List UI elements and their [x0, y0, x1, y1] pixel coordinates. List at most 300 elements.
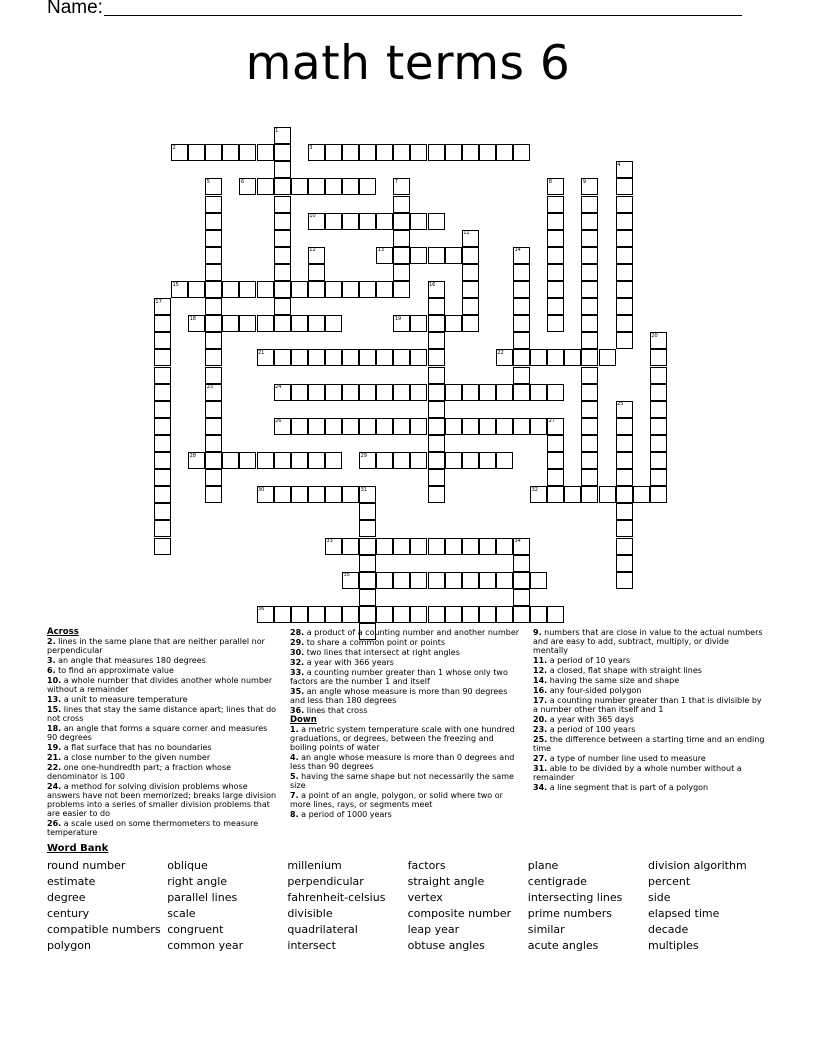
- grid-cell[interactable]: [393, 572, 410, 589]
- grid-cell[interactable]: [650, 418, 667, 435]
- grid-cell[interactable]: [428, 469, 445, 486]
- grid-cell[interactable]: [581, 298, 598, 315]
- grid-cell[interactable]: [274, 161, 291, 178]
- grid-cell[interactable]: [393, 247, 410, 264]
- grid-cell[interactable]: [513, 298, 530, 315]
- grid-cell[interactable]: [428, 435, 445, 452]
- grid-cell[interactable]: [154, 538, 171, 555]
- grid-cell[interactable]: [445, 452, 462, 469]
- grid-cell[interactable]: [410, 572, 427, 589]
- grid-cell[interactable]: [462, 538, 479, 555]
- grid-cell[interactable]: [547, 230, 564, 247]
- grid-cell[interactable]: [616, 213, 633, 230]
- grid-cell[interactable]: [462, 572, 479, 589]
- grid-cell[interactable]: [359, 384, 376, 401]
- grid-cell[interactable]: [410, 213, 427, 230]
- grid-cell[interactable]: [616, 520, 633, 537]
- grid-cell[interactable]: [650, 401, 667, 418]
- grid-cell[interactable]: [376, 213, 393, 230]
- grid-cell[interactable]: [581, 349, 598, 366]
- grid-cell[interactable]: [188, 144, 205, 161]
- grid-cell[interactable]: [393, 349, 410, 366]
- grid-cell[interactable]: [547, 606, 564, 623]
- grid-cell[interactable]: [445, 418, 462, 435]
- grid-cell[interactable]: [359, 606, 376, 623]
- grid-cell[interactable]: [274, 606, 291, 623]
- grid-cell[interactable]: [359, 589, 376, 606]
- grid-cell[interactable]: [616, 332, 633, 349]
- grid-cell[interactable]: [274, 452, 291, 469]
- grid-cell[interactable]: [581, 315, 598, 332]
- grid-cell[interactable]: [154, 520, 171, 537]
- grid-cell[interactable]: [410, 452, 427, 469]
- grid-cell[interactable]: [342, 538, 359, 555]
- grid-cell[interactable]: [342, 384, 359, 401]
- grid-cell[interactable]: [496, 418, 513, 435]
- grid-cell[interactable]: [274, 486, 291, 503]
- grid-cell[interactable]: [359, 538, 376, 555]
- grid-cell[interactable]: [291, 418, 308, 435]
- grid-cell[interactable]: [308, 606, 325, 623]
- grid-cell[interactable]: [547, 298, 564, 315]
- grid-cell[interactable]: [581, 418, 598, 435]
- grid-cell[interactable]: [428, 332, 445, 349]
- grid-cell[interactable]: [650, 452, 667, 469]
- grid-cell[interactable]: [393, 264, 410, 281]
- grid-cell[interactable]: [308, 452, 325, 469]
- grid-cell[interactable]: [581, 332, 598, 349]
- grid-cell[interactable]: [257, 452, 274, 469]
- grid-cell[interactable]: [513, 384, 530, 401]
- grid-cell[interactable]: [428, 418, 445, 435]
- grid-cell[interactable]: [496, 538, 513, 555]
- grid-cell[interactable]: [496, 606, 513, 623]
- grid-cell[interactable]: [616, 486, 633, 503]
- grid-cell[interactable]: [462, 384, 479, 401]
- grid-cell[interactable]: [205, 452, 222, 469]
- grid-cell[interactable]: [513, 418, 530, 435]
- grid-cell[interactable]: [308, 384, 325, 401]
- grid-cell[interactable]: [513, 606, 530, 623]
- grid-cell[interactable]: [513, 264, 530, 281]
- grid-cell[interactable]: [274, 178, 291, 195]
- grid-cell[interactable]: [445, 247, 462, 264]
- grid-cell[interactable]: [513, 349, 530, 366]
- clue-number: 33: [326, 538, 333, 544]
- grid-cell[interactable]: [633, 486, 650, 503]
- grid-cell[interactable]: [325, 418, 342, 435]
- grid-cell[interactable]: [462, 298, 479, 315]
- grid-cell[interactable]: [205, 349, 222, 366]
- grid-cell[interactable]: [650, 367, 667, 384]
- grid-cell[interactable]: [274, 247, 291, 264]
- grid-cell[interactable]: [513, 315, 530, 332]
- grid-cell[interactable]: [205, 264, 222, 281]
- grid-cell[interactable]: [205, 230, 222, 247]
- grid-cell[interactable]: [222, 144, 239, 161]
- grid-cell[interactable]: [650, 435, 667, 452]
- grid-cell[interactable]: [393, 281, 410, 298]
- grid-cell[interactable]: [479, 384, 496, 401]
- grid-cell[interactable]: [205, 418, 222, 435]
- grid-cell[interactable]: [342, 606, 359, 623]
- grid-cell[interactable]: [154, 384, 171, 401]
- grid-cell[interactable]: [616, 435, 633, 452]
- grid-cell[interactable]: [462, 144, 479, 161]
- grid-cell[interactable]: [530, 384, 547, 401]
- grid-cell[interactable]: [513, 555, 530, 572]
- grid-cell[interactable]: [325, 315, 342, 332]
- grid-cell[interactable]: [616, 264, 633, 281]
- grid-cell[interactable]: [428, 572, 445, 589]
- grid-cell[interactable]: [376, 349, 393, 366]
- grid-cell[interactable]: [342, 486, 359, 503]
- grid-cell[interactable]: [616, 281, 633, 298]
- grid-cell[interactable]: [325, 606, 342, 623]
- clue-number: 19: [394, 315, 402, 322]
- grid-cell[interactable]: [205, 298, 222, 315]
- grid-cell[interactable]: [291, 178, 308, 195]
- grid-cell[interactable]: [428, 538, 445, 555]
- grid-cell[interactable]: [393, 230, 410, 247]
- grid-cell[interactable]: [581, 230, 598, 247]
- grid-cell[interactable]: [342, 213, 359, 230]
- grid-cell[interactable]: [616, 469, 633, 486]
- grid-cell[interactable]: [154, 332, 171, 349]
- clue-number-label: 1.: [290, 725, 299, 734]
- grid-cell[interactable]: [599, 486, 616, 503]
- grid-cell[interactable]: [581, 469, 598, 486]
- grid-cell[interactable]: [393, 538, 410, 555]
- grid-cell[interactable]: [325, 452, 342, 469]
- grid-cell[interactable]: [205, 435, 222, 452]
- grid-cell[interactable]: [410, 315, 427, 332]
- grid-cell[interactable]: [154, 435, 171, 452]
- grid-cell[interactable]: [616, 503, 633, 520]
- grid-cell[interactable]: [205, 486, 222, 503]
- grid-cell[interactable]: [616, 196, 633, 213]
- grid-cell[interactable]: [462, 281, 479, 298]
- grid-cell[interactable]: [393, 384, 410, 401]
- grid-cell[interactable]: [359, 555, 376, 572]
- grid-cell[interactable]: [359, 418, 376, 435]
- grid-cell[interactable]: [342, 144, 359, 161]
- grid-cell[interactable]: [359, 520, 376, 537]
- grid-cell[interactable]: [445, 538, 462, 555]
- grid-cell[interactable]: [462, 452, 479, 469]
- grid-cell[interactable]: [564, 486, 581, 503]
- grid-cell[interactable]: [496, 384, 513, 401]
- grid-cell[interactable]: [154, 367, 171, 384]
- grid-cell[interactable]: [462, 315, 479, 332]
- grid-cell[interactable]: [616, 247, 633, 264]
- grid-cell[interactable]: [308, 349, 325, 366]
- grid-cell[interactable]: [547, 264, 564, 281]
- grid-cell[interactable]: [496, 452, 513, 469]
- grid-cell[interactable]: [274, 144, 291, 161]
- grid-cell[interactable]: [154, 469, 171, 486]
- grid-cell[interactable]: [205, 281, 222, 298]
- grid-cell[interactable]: [496, 572, 513, 589]
- grid-cell[interactable]: [308, 486, 325, 503]
- grid-cell[interactable]: [530, 606, 547, 623]
- grid-cell[interactable]: [428, 367, 445, 384]
- grid-cell[interactable]: [530, 572, 547, 589]
- grid-cell[interactable]: [291, 315, 308, 332]
- clue-item: [533, 676, 765, 685]
- grid-cell[interactable]: [479, 606, 496, 623]
- grid-cell[interactable]: [445, 315, 462, 332]
- grid-cell[interactable]: [308, 178, 325, 195]
- grid-cell[interactable]: [205, 367, 222, 384]
- grid-cell[interactable]: [308, 281, 325, 298]
- grid-cell[interactable]: [479, 452, 496, 469]
- grid-cell[interactable]: [308, 264, 325, 281]
- grid-cell[interactable]: [376, 538, 393, 555]
- grid-cell[interactable]: [257, 315, 274, 332]
- grid-cell[interactable]: [547, 247, 564, 264]
- grid-cell[interactable]: [428, 213, 445, 230]
- grid-cell[interactable]: [205, 196, 222, 213]
- grid-cell[interactable]: [393, 144, 410, 161]
- grid-cell[interactable]: [462, 606, 479, 623]
- grid-cell[interactable]: [581, 367, 598, 384]
- grid-cell[interactable]: [359, 349, 376, 366]
- grid-cell[interactable]: [410, 606, 427, 623]
- grid-cell[interactable]: [410, 538, 427, 555]
- grid-cell[interactable]: [325, 213, 342, 230]
- grid-cell[interactable]: [581, 281, 598, 298]
- grid-cell[interactable]: [274, 213, 291, 230]
- grid-cell[interactable]: [581, 247, 598, 264]
- grid-cell[interactable]: [513, 332, 530, 349]
- grid-cell[interactable]: [376, 144, 393, 161]
- grid-cell[interactable]: [205, 144, 222, 161]
- grid-cell[interactable]: [239, 281, 256, 298]
- grid-cell[interactable]: [325, 486, 342, 503]
- grid-cell[interactable]: [547, 213, 564, 230]
- grid-cell[interactable]: [445, 384, 462, 401]
- grid-cell[interactable]: [376, 418, 393, 435]
- grid-cell[interactable]: [616, 315, 633, 332]
- grid-cell[interactable]: [154, 503, 171, 520]
- grid-cell[interactable]: [274, 315, 291, 332]
- grid-cell[interactable]: [205, 332, 222, 349]
- grid-cell[interactable]: [616, 572, 633, 589]
- grid-cell[interactable]: [291, 384, 308, 401]
- grid-cell[interactable]: [547, 315, 564, 332]
- grid-cell[interactable]: [274, 230, 291, 247]
- grid-cell[interactable]: [650, 349, 667, 366]
- grid-cell[interactable]: [359, 213, 376, 230]
- grid-cell[interactable]: [650, 469, 667, 486]
- grid-cell[interactable]: [205, 469, 222, 486]
- grid-cell[interactable]: [393, 213, 410, 230]
- grid-cell[interactable]: [359, 178, 376, 195]
- clue-number: 21: [258, 349, 265, 356]
- grid-cell[interactable]: [445, 606, 462, 623]
- grid-cell[interactable]: [291, 486, 308, 503]
- grid-cell[interactable]: [428, 349, 445, 366]
- grid-cell[interactable]: [479, 538, 496, 555]
- grid-cell[interactable]: [239, 144, 256, 161]
- grid-cell[interactable]: [359, 281, 376, 298]
- grid-cell[interactable]: [564, 349, 581, 366]
- grid-cell[interactable]: [342, 349, 359, 366]
- grid-cell[interactable]: [291, 606, 308, 623]
- grid-cell[interactable]: [274, 349, 291, 366]
- grid-cell[interactable]: [393, 196, 410, 213]
- grid-cell[interactable]: [325, 281, 342, 298]
- grid-cell[interactable]: [376, 572, 393, 589]
- grid-cell[interactable]: [359, 503, 376, 520]
- grid-cell[interactable]: [616, 555, 633, 572]
- grid-cell[interactable]: [274, 281, 291, 298]
- grid-cell[interactable]: [445, 572, 462, 589]
- grid-cell[interactable]: [410, 144, 427, 161]
- grid-cell[interactable]: [154, 401, 171, 418]
- grid-cell[interactable]: [616, 298, 633, 315]
- grid-cell[interactable]: [547, 486, 564, 503]
- grid-cell[interactable]: [428, 247, 445, 264]
- grid-cell[interactable]: [650, 486, 667, 503]
- grid-cell[interactable]: [581, 196, 598, 213]
- grid-cell[interactable]: [325, 178, 342, 195]
- grid-cell[interactable]: [393, 452, 410, 469]
- grid-cell[interactable]: [274, 196, 291, 213]
- grid-cell[interactable]: [376, 384, 393, 401]
- grid-cell[interactable]: [581, 435, 598, 452]
- grid-cell[interactable]: [154, 452, 171, 469]
- grid-cell[interactable]: [428, 452, 445, 469]
- grid-cell[interactable]: [410, 349, 427, 366]
- grid-cell[interactable]: [205, 213, 222, 230]
- grid-cell[interactable]: [479, 144, 496, 161]
- grid-cell[interactable]: [581, 452, 598, 469]
- grid-cell[interactable]: [462, 247, 479, 264]
- grid-cell[interactable]: [547, 435, 564, 452]
- clue-item: [47, 724, 279, 742]
- grid-cell[interactable]: [342, 281, 359, 298]
- grid-cell[interactable]: [462, 418, 479, 435]
- grid-cell[interactable]: [547, 384, 564, 401]
- grid-cell[interactable]: [581, 264, 598, 281]
- grid-cell[interactable]: [376, 452, 393, 469]
- grid-cell[interactable]: [291, 349, 308, 366]
- grid-cell[interactable]: [581, 213, 598, 230]
- grid-cell[interactable]: [530, 418, 547, 435]
- clue-number: 4: [617, 161, 621, 168]
- grid-cell[interactable]: [342, 418, 359, 435]
- grid-cell[interactable]: [616, 230, 633, 247]
- grid-cell[interactable]: [513, 367, 530, 384]
- grid-cell[interactable]: [410, 384, 427, 401]
- grid-cell[interactable]: [359, 572, 376, 589]
- grid-cell[interactable]: [616, 538, 633, 555]
- grid-cell[interactable]: [308, 418, 325, 435]
- grid-cell[interactable]: [462, 264, 479, 281]
- grid-cell[interactable]: [581, 401, 598, 418]
- grid-cell[interactable]: [222, 281, 239, 298]
- grid-cell[interactable]: [547, 469, 564, 486]
- grid-cell[interactable]: [154, 486, 171, 503]
- grid-cell[interactable]: [325, 349, 342, 366]
- grid-cell[interactable]: [513, 589, 530, 606]
- grid-cell[interactable]: [616, 418, 633, 435]
- grid-cell[interactable]: [496, 144, 513, 161]
- grid-cell[interactable]: [410, 418, 427, 435]
- grid-cell[interactable]: [291, 452, 308, 469]
- grid-cell[interactable]: [154, 315, 171, 332]
- grid-cell[interactable]: [479, 418, 496, 435]
- grid-cell[interactable]: [308, 315, 325, 332]
- grid-cell[interactable]: [359, 144, 376, 161]
- grid-cell[interactable]: [513, 572, 530, 589]
- grid-cell[interactable]: [257, 178, 274, 195]
- grid-cell[interactable]: [393, 606, 410, 623]
- grid-cell[interactable]: [581, 486, 598, 503]
- grid-cell[interactable]: [547, 349, 564, 366]
- grid-cell[interactable]: [445, 144, 462, 161]
- grid-cell[interactable]: [239, 315, 256, 332]
- grid-cell[interactable]: [547, 196, 564, 213]
- grid-cell[interactable]: [428, 486, 445, 503]
- grid-cell[interactable]: [616, 178, 633, 195]
- grid-cell[interactable]: [342, 178, 359, 195]
- grid-cell[interactable]: [205, 247, 222, 264]
- grid-cell[interactable]: [257, 144, 274, 161]
- grid-cell[interactable]: [428, 384, 445, 401]
- grid-cell[interactable]: [154, 349, 171, 366]
- grid-cell[interactable]: [547, 281, 564, 298]
- grid-cell[interactable]: [547, 452, 564, 469]
- grid-cell[interactable]: [428, 144, 445, 161]
- grid-cell[interactable]: [222, 452, 239, 469]
- grid-cell[interactable]: [239, 452, 256, 469]
- grid-cell[interactable]: [376, 281, 393, 298]
- grid-cell[interactable]: [291, 281, 308, 298]
- grid-cell[interactable]: [274, 264, 291, 281]
- grid-cell[interactable]: [599, 349, 616, 366]
- grid-cell[interactable]: [325, 144, 342, 161]
- grid-cell[interactable]: [274, 298, 291, 315]
- word-bank-item: polygon: [47, 939, 91, 952]
- grid-cell[interactable]: [257, 281, 274, 298]
- grid-cell[interactable]: [513, 281, 530, 298]
- grid-cell[interactable]: [410, 247, 427, 264]
- grid-cell[interactable]: [376, 606, 393, 623]
- grid-cell[interactable]: [393, 418, 410, 435]
- grid-cell[interactable]: [530, 349, 547, 366]
- grid-cell[interactable]: [581, 384, 598, 401]
- grid-cell[interactable]: [428, 606, 445, 623]
- grid-cell[interactable]: [325, 384, 342, 401]
- grid-cell[interactable]: [205, 401, 222, 418]
- grid-cell[interactable]: [513, 144, 530, 161]
- clue-number-label: 29.: [290, 638, 305, 647]
- grid-cell[interactable]: [650, 384, 667, 401]
- grid-cell[interactable]: [428, 401, 445, 418]
- grid-cell[interactable]: [205, 315, 222, 332]
- grid-cell[interactable]: [428, 315, 445, 332]
- grid-cell[interactable]: [154, 418, 171, 435]
- grid-cell[interactable]: [616, 452, 633, 469]
- grid-cell[interactable]: [222, 315, 239, 332]
- grid-cell[interactable]: [428, 298, 445, 315]
- grid-cell[interactable]: [479, 572, 496, 589]
- grid-cell[interactable]: [188, 281, 205, 298]
- clue-number: 23: [206, 384, 214, 391]
